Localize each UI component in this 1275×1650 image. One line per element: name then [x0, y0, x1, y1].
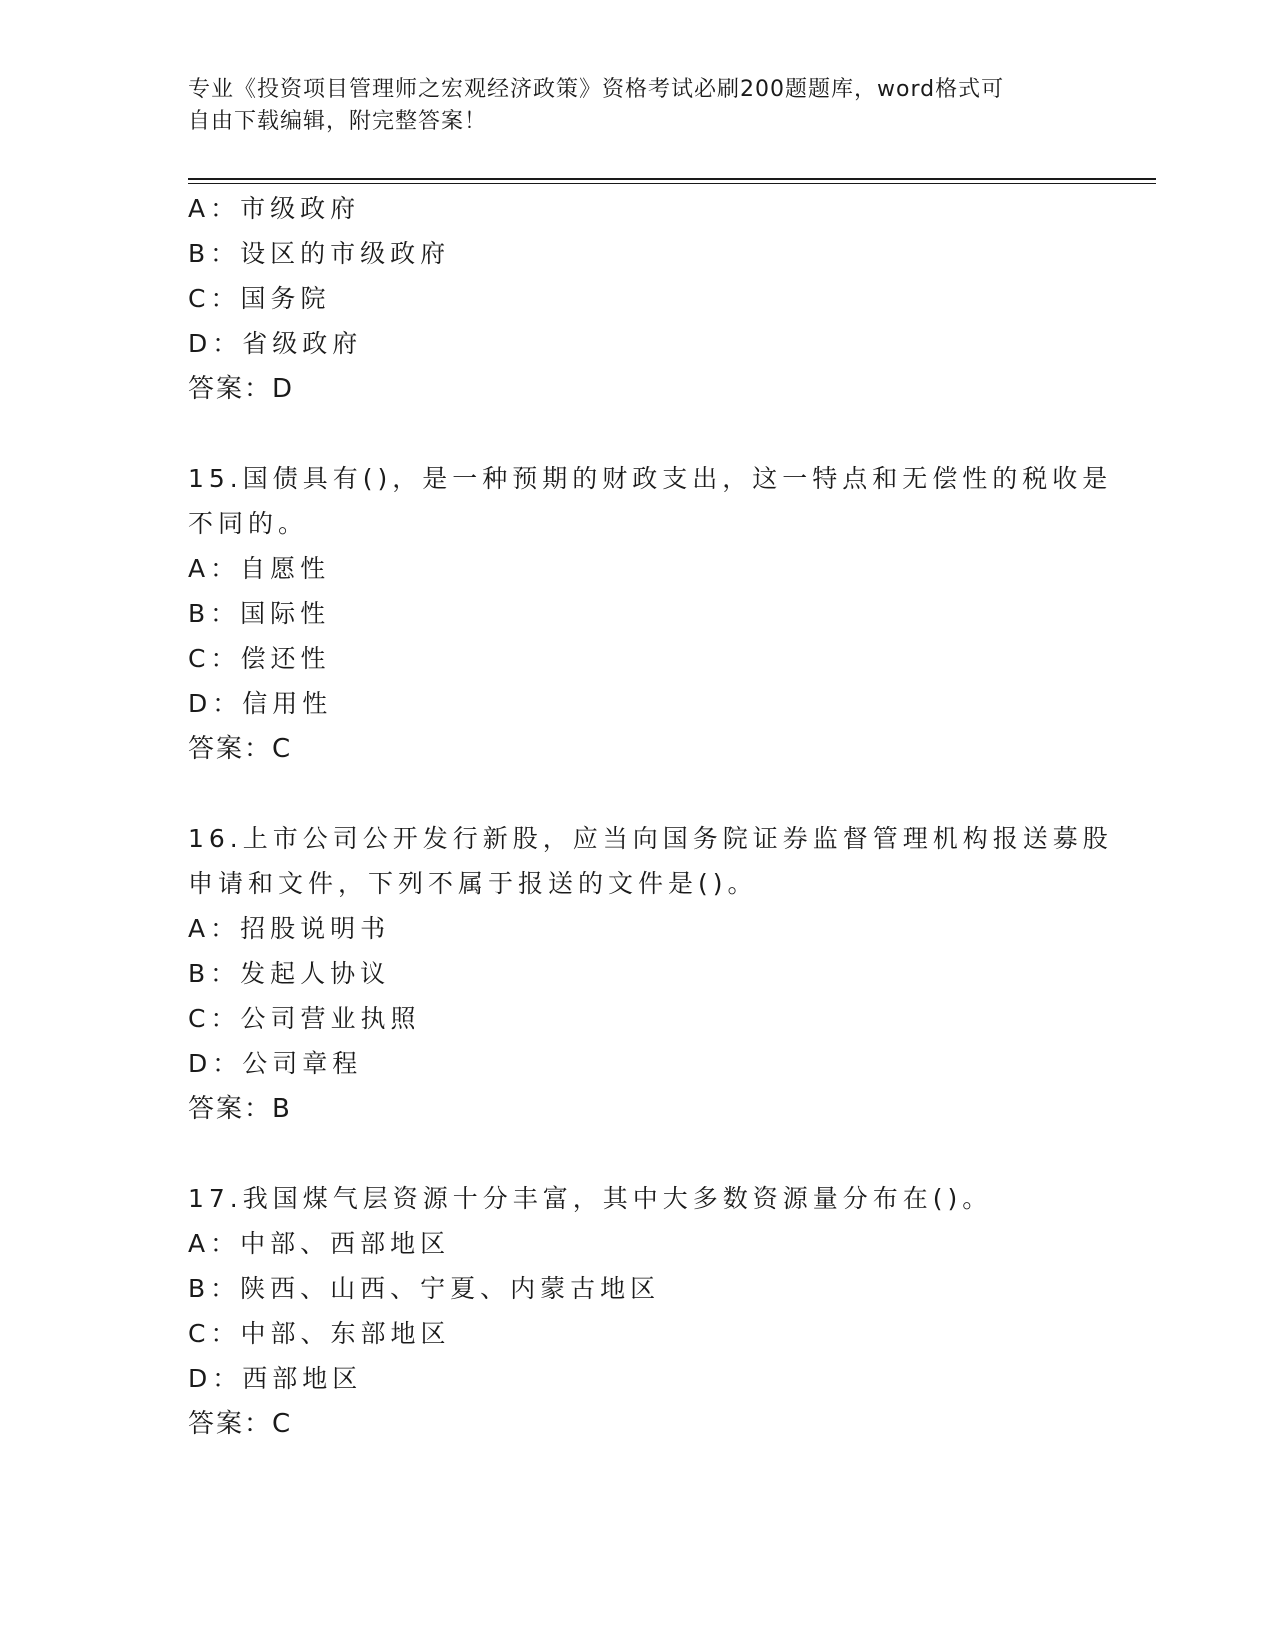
header-divider-thick [188, 178, 1156, 180]
q17-option-a: A：中部、西部地区 [188, 1229, 451, 1258]
q14-option-a: A：市级政府 [188, 194, 361, 223]
q15-stem-line-1: 15.国债具有()，是一种预期的财政支出，这一特点和无偿性的税收是 [188, 464, 1113, 493]
header-divider-thin [188, 183, 1156, 184]
header-title-line-2: 自由下载编辑，附完整答案！ [188, 109, 488, 134]
q16-stem-line-2: 申请和文件，下列不属于报送的文件是()。 [188, 869, 758, 898]
document-header [188, 74, 1088, 138]
q14-option-d: D：省级政府 [188, 329, 363, 358]
q16-option-b: B：发起人协议 [188, 959, 391, 988]
q17-stem-line-1: 17.我国煤气层资源十分丰富，其中大多数资源量分布在()。 [188, 1184, 993, 1213]
q15-answer: 答案：C [188, 734, 293, 764]
q15-stem-line-2: 不同的。 [188, 509, 309, 538]
q15-option-b: B：国际性 [188, 599, 331, 628]
q17-option-c: C：中部、东部地区 [188, 1319, 451, 1348]
q16-option-a: A：招股说明书 [188, 914, 391, 943]
q16-option-c: C：公司营业执照 [188, 1004, 421, 1033]
q16-stem-line-1: 16.上市公司公开发行新股，应当向国务院证券监督管理机构报送募股 [188, 824, 1113, 853]
q17-answer: 答案：C [188, 1409, 293, 1439]
header-title-line-1: 专业《投资项目管理师之宏观经济政策》资格考试必刷200题题库，word格式可 [188, 77, 1005, 102]
q17-option-d: D：西部地区 [188, 1364, 363, 1393]
q15-option-d: D：信用性 [188, 689, 333, 718]
q15-option-a: A：自愿性 [188, 554, 331, 583]
q14-option-b: B：设区的市级政府 [188, 239, 451, 268]
q16-answer: 答案：B [188, 1094, 292, 1124]
q14-answer: 答案：D [188, 374, 295, 404]
q16-option-d: D：公司章程 [188, 1049, 363, 1078]
q17-option-b: B：陕西、山西、宁夏、内蒙古地区 [188, 1274, 661, 1303]
q15-option-c: C：偿还性 [188, 644, 331, 673]
q14-option-c: C：国务院 [188, 284, 331, 313]
